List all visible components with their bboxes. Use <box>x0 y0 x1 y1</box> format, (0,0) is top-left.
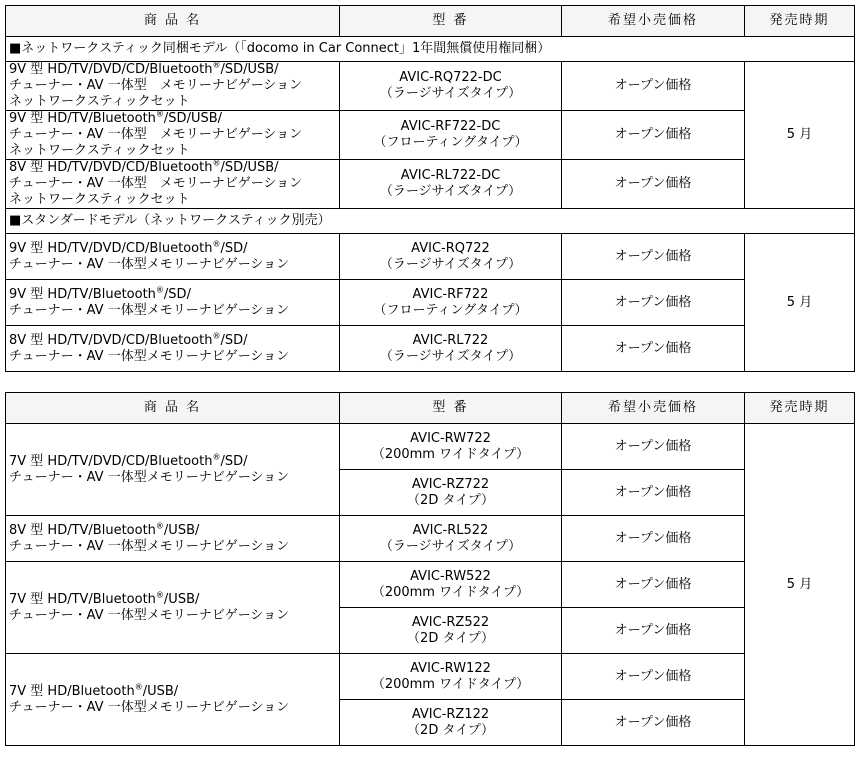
product-name: 8V 型 HD/TV/DVD/CD/Bluetooth®/SD/ チューナー・AV 一体型メモリーナビゲーション <box>6 326 340 372</box>
model-number: AVIC-RF722 （フローティングタイプ） <box>340 280 562 326</box>
retail-price: オープン価格 <box>562 160 745 209</box>
retail-price: オープン価格 <box>562 234 745 280</box>
section-title-standard: ■スタンダードモデル（ネットワークスティック別売） <box>6 209 855 234</box>
product-name: 7V 型 HD/TV/Bluetooth®/USB/ チューナー・AV 一体型メモリーナビゲーション <box>6 562 340 654</box>
retail-price: オープン価格 <box>562 562 745 608</box>
header-retail-price: 希望小売価格 <box>562 6 745 37</box>
header-release: 発売時期 <box>745 6 855 37</box>
release-month: 5 月 <box>745 424 855 746</box>
table-row <box>6 111 855 160</box>
model-number: AVIC-RL722 （ラージサイズタイプ） <box>340 326 562 372</box>
model-number: AVIC-RW122 （200mm ワイドタイプ） <box>340 654 562 700</box>
retail-price: オープン価格 <box>562 700 745 746</box>
product-name: 9V 型 HD/TV/DVD/CD/Bluetooth®/SD/USB/ チューナー・AV 一体型 メモリーナビゲーション ネットワークスティックセット <box>6 62 340 111</box>
model-number: AVIC-RQ722-DC （ラージサイズタイプ） <box>340 62 562 111</box>
header-row <box>6 6 855 37</box>
model-number: AVIC-RW522 （200mm ワイドタイプ） <box>340 562 562 608</box>
section-row <box>6 209 855 234</box>
table-row <box>6 516 855 562</box>
product-name: 7V 型 HD/Bluetooth®/USB/ チューナー・AV 一体型メモリーナビゲーション <box>6 654 340 746</box>
product-name: 8V 型 HD/TV/DVD/CD/Bluetooth®/SD/USB/ チューナー・AV 一体型 メモリーナビゲーション ネットワークスティックセット <box>6 160 340 209</box>
product-name: 9V 型 HD/TV/Bluetooth®/SD/USB/ チューナー・AV 一体型 メモリーナビゲーション ネットワークスティックセット <box>6 111 340 160</box>
product-name: 8V 型 HD/TV/Bluetooth®/USB/ チューナー・AV 一体型メモリーナビゲーション <box>6 516 340 562</box>
model-number: AVIC-RQ722 （ラージサイズタイプ） <box>340 234 562 280</box>
model-number: AVIC-RL722-DC （ラージサイズタイプ） <box>340 160 562 209</box>
release-month: 5 月 <box>745 62 855 209</box>
header-model-number: 型 番 <box>340 6 562 37</box>
release-month: 5 月 <box>745 234 855 372</box>
product-table-1 <box>5 5 855 372</box>
table-row <box>6 424 855 470</box>
retail-price: オープン価格 <box>562 470 745 516</box>
section-title-network: ■ネットワークスティック同梱モデル（「docomo in Car Connect」1年間無償使用権同梱） <box>6 37 855 62</box>
table-row <box>6 326 855 372</box>
model-number: AVIC-RF722-DC （フローティングタイプ） <box>340 111 562 160</box>
product-table-2 <box>5 392 855 746</box>
retail-price: オープン価格 <box>562 111 745 160</box>
header-row <box>6 393 855 424</box>
header-product-name: 商 品 名 <box>6 393 340 424</box>
model-number: AVIC-RZ122 （2D タイプ） <box>340 700 562 746</box>
section-row <box>6 37 855 62</box>
table-row <box>6 562 855 608</box>
retail-price: オープン価格 <box>562 326 745 372</box>
product-name: 7V 型 HD/TV/DVD/CD/Bluetooth®/SD/ チューナー・AV 一体型メモリーナビゲーション <box>6 424 340 516</box>
header-release: 発売時期 <box>745 393 855 424</box>
retail-price: オープン価格 <box>562 608 745 654</box>
retail-price: オープン価格 <box>562 62 745 111</box>
table-row <box>6 160 855 209</box>
model-number: AVIC-RZ522 （2D タイプ） <box>340 608 562 654</box>
table-row <box>6 280 855 326</box>
table-row <box>6 654 855 700</box>
retail-price: オープン価格 <box>562 516 745 562</box>
header-retail-price: 希望小売価格 <box>562 393 745 424</box>
model-number: AVIC-RZ722 （2D タイプ） <box>340 470 562 516</box>
header-model-number: 型 番 <box>340 393 562 424</box>
retail-price: オープン価格 <box>562 654 745 700</box>
product-name: 9V 型 HD/TV/DVD/CD/Bluetooth®/SD/ チューナー・AV 一体型メモリーナビゲーション <box>6 234 340 280</box>
model-number: AVIC-RL522 （ラージサイズタイプ） <box>340 516 562 562</box>
header-product-name: 商 品 名 <box>6 6 340 37</box>
table-row <box>6 62 855 111</box>
retail-price: オープン価格 <box>562 280 745 326</box>
model-number: AVIC-RW722 （200mm ワイドタイプ） <box>340 424 562 470</box>
product-name: 9V 型 HD/TV/Bluetooth®/SD/ チューナー・AV 一体型メモリーナビゲーション <box>6 280 340 326</box>
retail-price: オープン価格 <box>562 424 745 470</box>
table-row <box>6 234 855 280</box>
